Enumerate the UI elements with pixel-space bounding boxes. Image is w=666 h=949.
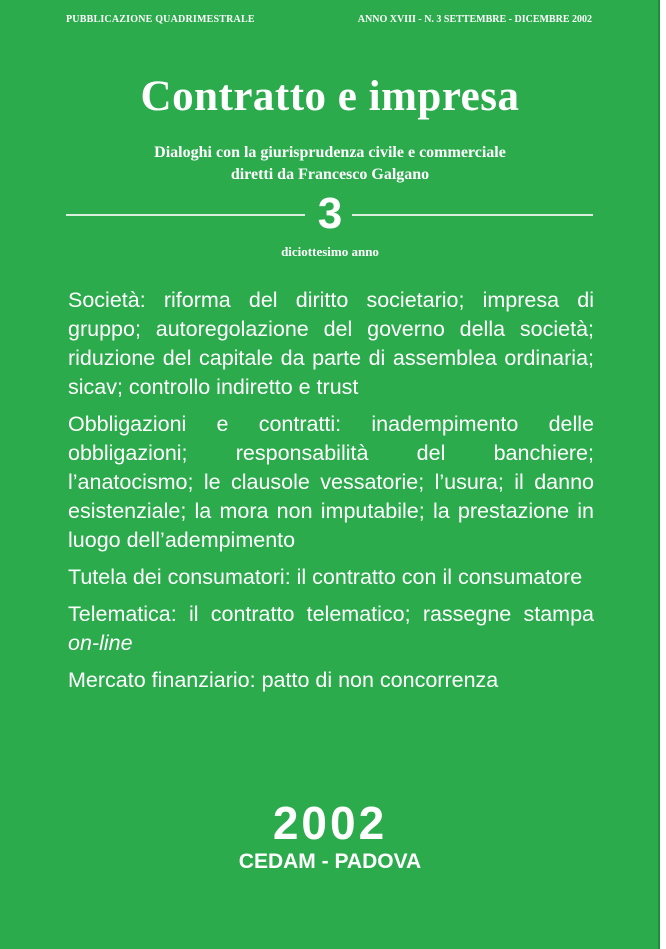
journal-subtitle [0,142,660,186]
subtitle-line-2: diretti da Francesco Galgano [230,166,430,183]
right-divider [352,214,593,216]
contents-section-telematica [68,600,594,658]
periodicity-label: PUBBLICAZIONE QUADRIMESTRALE [66,14,255,25]
issue-info: ANNO XVIII - N. 3 SETTEMBRE - DICEMBRE 2002 [357,14,592,25]
left-divider [66,214,305,216]
contents-section-obbligazioni: Obbligazioni e contratti: inadempimento delle obbligazioni; responsabilità del banchiere; l’anatocismo; le clausole vessatorie; l’usura; il danno esistenziale; la mora non imputabile; la prestazione in luogo dell’adempimento [68,412,594,552]
year-label: diciottesimo anno [281,244,379,259]
contents-section-societa: Società: riforma del diritto societario; impresa di gruppo; autoregolazione del governo della società; riduzione del capitale da parte di assemblea ordinaria; sicav; controllo indiretto e trust [68,288,594,399]
publisher: CEDAM - PADOVA [238,850,422,873]
publication-year: 2002 [272,797,388,849]
table-of-contents [68,286,594,703]
telematica-text: Telematica: il contratto telematico; rassegne stampa [68,602,594,626]
contents-section-consumatori: Tutela dei consumatori: il contratto con il consumatore [68,565,583,589]
subtitle-line-1: Dialoghi con la giurisprudenza civile e commerciale [154,144,506,161]
journal-title: Contratto e impresa [140,73,520,120]
issue-number: 3 [317,189,343,238]
telematica-italic: on-line [68,631,133,655]
contents-section-mercato: Mercato finanziario: patto di non concorrenza [68,668,499,692]
